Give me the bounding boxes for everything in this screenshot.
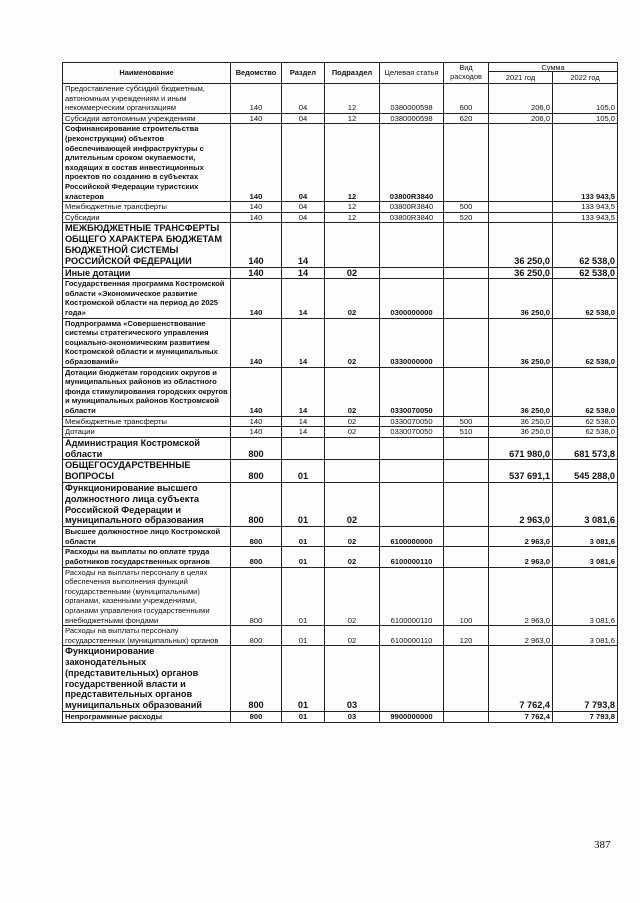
cell-name: Иные дотации <box>63 267 231 279</box>
cell-podrazdel: 02 <box>325 427 380 438</box>
cell-sum-2022: 7 793,8 <box>553 712 618 723</box>
table-row <box>63 460 618 483</box>
cell-razdel <box>282 437 325 460</box>
cell-sum-2021: 671 980,0 <box>489 437 553 460</box>
cell-vid-raskhodov <box>444 124 489 202</box>
cell-podrazdel <box>325 460 380 483</box>
cell-sum-2022: 3 081,6 <box>553 482 618 526</box>
cell-sum-2021 <box>489 202 553 213</box>
cell-sum-2021: 2 963,0 <box>489 626 553 646</box>
cell-sum-2022: 133 943,5 <box>553 212 618 223</box>
cell-podrazdel: 12 <box>325 124 380 202</box>
cell-podrazdel <box>325 223 380 267</box>
cell-vid-raskhodov <box>444 547 489 567</box>
cell-sum-2021: 36 250,0 <box>489 223 553 267</box>
cell-podrazdel: 02 <box>325 527 380 547</box>
cell-celevaya-statya: 03800R3840 <box>380 124 444 202</box>
table-row <box>63 267 618 279</box>
cell-vedomstvo: 140 <box>231 223 282 267</box>
cell-vedomstvo: 800 <box>231 527 282 547</box>
cell-vid-raskhodov <box>444 712 489 723</box>
cell-podrazdel: 12 <box>325 212 380 223</box>
cell-celevaya-statya <box>380 267 444 279</box>
cell-name: Софинансирование строительства (реконструкции) объектов обеспечивающей инфраструктуры с длительным сроком окупаемости, входящих в состав инвестиционных проектов по созданию в субъектах Российской Федерации туристских кластеров <box>63 124 231 202</box>
cell-podrazdel: 02 <box>325 279 380 318</box>
cell-razdel: 01 <box>282 646 325 712</box>
cell-name: Администрация Костромской области <box>63 437 231 460</box>
cell-podrazdel: 02 <box>325 547 380 567</box>
cell-name: Расходы на выплаты по оплате труда работников государственных органов <box>63 547 231 567</box>
cell-podrazdel: 02 <box>325 626 380 646</box>
cell-sum-2022: 62 538,0 <box>553 223 618 267</box>
cell-sum-2022: 3 081,6 <box>553 547 618 567</box>
cell-vid-raskhodov <box>444 482 489 526</box>
cell-podrazdel: 02 <box>325 482 380 526</box>
table-row <box>63 279 618 318</box>
cell-name: Предоставление субсидий бюджетным, автономным учреждениям и иным некоммерческим организациям <box>63 84 231 114</box>
cell-podrazdel: 12 <box>325 202 380 213</box>
header-vedomstvo: Ведомство <box>231 63 282 84</box>
cell-vid-raskhodov: 100 <box>444 567 489 626</box>
header-razdel: Раздел <box>282 63 325 84</box>
table-row <box>63 318 618 367</box>
cell-razdel: 01 <box>282 712 325 723</box>
cell-sum-2022: 681 573,8 <box>553 437 618 460</box>
cell-sum-2021: 7 762,4 <box>489 712 553 723</box>
table-row <box>63 223 618 267</box>
cell-celevaya-statya: 9900000000 <box>380 712 444 723</box>
cell-razdel: 01 <box>282 527 325 547</box>
cell-name: Функционирование законодательных (представительных) органов государственной власти и представительных органов муниципальных образований <box>63 646 231 712</box>
table-row <box>63 712 618 723</box>
cell-name: Подпрограмма «Совершенствование системы стратегического управления социально-экономическим развитием Костромской области и муниципальных образований» <box>63 318 231 367</box>
cell-vedomstvo: 140 <box>231 318 282 367</box>
cell-name: Расходы на выплаты персоналу государственных (муниципальных) органов <box>63 626 231 646</box>
cell-sum-2022: 7 793,8 <box>553 646 618 712</box>
cell-vedomstvo: 140 <box>231 267 282 279</box>
cell-celevaya-statya <box>380 460 444 483</box>
cell-sum-2021: 206,0 <box>489 113 553 124</box>
cell-sum-2022: 62 538,0 <box>553 318 618 367</box>
cell-celevaya-statya: 03800R3840 <box>380 202 444 213</box>
table-row <box>63 212 618 223</box>
cell-razdel: 01 <box>282 547 325 567</box>
table-row <box>63 646 618 712</box>
cell-celevaya-statya <box>380 437 444 460</box>
cell-vid-raskhodov: 600 <box>444 84 489 114</box>
cell-podrazdel: 02 <box>325 567 380 626</box>
cell-podrazdel <box>325 437 380 460</box>
cell-sum-2022: 3 081,6 <box>553 527 618 547</box>
cell-vid-raskhodov <box>444 460 489 483</box>
cell-celevaya-statya: 0330070050 <box>380 427 444 438</box>
cell-razdel: 14 <box>282 427 325 438</box>
cell-sum-2021: 36 250,0 <box>489 427 553 438</box>
cell-vedomstvo: 140 <box>231 84 282 114</box>
cell-vedomstvo: 800 <box>231 712 282 723</box>
cell-celevaya-statya: 03800R3840 <box>380 212 444 223</box>
cell-celevaya-statya: 0380000598 <box>380 84 444 114</box>
cell-celevaya-statya: 0330000000 <box>380 318 444 367</box>
cell-razdel: 04 <box>282 84 325 114</box>
table-row <box>63 124 618 202</box>
cell-sum-2022: 3 081,6 <box>553 567 618 626</box>
cell-vedomstvo: 140 <box>231 279 282 318</box>
cell-name: Функционирование высшего должностного лица субъекта Российской Федерации и муниципального образования <box>63 482 231 526</box>
header-year-2022: 2022 год <box>553 72 618 84</box>
cell-razdel: 14 <box>282 223 325 267</box>
table-row <box>63 427 618 438</box>
cell-vid-raskhodov: 620 <box>444 113 489 124</box>
cell-vedomstvo: 140 <box>231 212 282 223</box>
cell-sum-2021: 36 250,0 <box>489 318 553 367</box>
cell-vedomstvo: 800 <box>231 567 282 626</box>
cell-vedomstvo: 800 <box>231 547 282 567</box>
cell-celevaya-statya: 6100000110 <box>380 547 444 567</box>
table-row <box>63 416 618 427</box>
cell-name: Межбюджетные трансферты <box>63 202 231 213</box>
cell-sum-2021: 36 250,0 <box>489 367 553 416</box>
cell-sum-2021: 206,0 <box>489 84 553 114</box>
cell-vid-raskhodov: 120 <box>444 626 489 646</box>
cell-razdel: 01 <box>282 482 325 526</box>
cell-podrazdel: 02 <box>325 318 380 367</box>
cell-celevaya-statya <box>380 646 444 712</box>
cell-podrazdel: 03 <box>325 646 380 712</box>
table-row <box>63 113 618 124</box>
cell-razdel: 04 <box>282 113 325 124</box>
cell-razdel: 04 <box>282 202 325 213</box>
cell-sum-2021: 2 963,0 <box>489 567 553 626</box>
cell-sum-2021: 36 250,0 <box>489 279 553 318</box>
header-podrazdel: Подраздел <box>325 63 380 84</box>
cell-razdel: 14 <box>282 416 325 427</box>
page-number: 387 <box>594 839 611 851</box>
cell-sum-2022: 133 943,5 <box>553 202 618 213</box>
cell-podrazdel: 02 <box>325 267 380 279</box>
table-row <box>63 626 618 646</box>
cell-vedomstvo: 800 <box>231 437 282 460</box>
table-row <box>63 367 618 416</box>
cell-vedomstvo: 800 <box>231 646 282 712</box>
cell-podrazdel: 02 <box>325 367 380 416</box>
table-row <box>63 202 618 213</box>
table-row <box>63 482 618 526</box>
cell-vid-raskhodov <box>444 223 489 267</box>
cell-name: Межбюджетные трансферты <box>63 416 231 427</box>
cell-sum-2021: 36 250,0 <box>489 416 553 427</box>
cell-sum-2021: 36 250,0 <box>489 267 553 279</box>
cell-razdel: 14 <box>282 279 325 318</box>
cell-razdel: 14 <box>282 318 325 367</box>
cell-vid-raskhodov <box>444 367 489 416</box>
cell-sum-2022: 545 288,0 <box>553 460 618 483</box>
cell-celevaya-statya <box>380 482 444 526</box>
cell-vedomstvo: 140 <box>231 416 282 427</box>
cell-razdel: 04 <box>282 212 325 223</box>
cell-name: Дотации <box>63 427 231 438</box>
cell-sum-2022: 105,0 <box>553 84 618 114</box>
header-vid-raskhodov: Вид расходов <box>444 63 489 84</box>
cell-celevaya-statya: 6100000110 <box>380 626 444 646</box>
cell-vid-raskhodov: 520 <box>444 212 489 223</box>
cell-name: Субсидии <box>63 212 231 223</box>
cell-vedomstvo: 140 <box>231 367 282 416</box>
cell-sum-2022: 62 538,0 <box>553 416 618 427</box>
table-header-row <box>63 63 618 72</box>
cell-vid-raskhodov <box>444 279 489 318</box>
cell-razdel: 14 <box>282 367 325 416</box>
cell-celevaya-statya: 0380000598 <box>380 113 444 124</box>
cell-vedomstvo: 140 <box>231 427 282 438</box>
cell-name: Субсидии автономным учреждениям <box>63 113 231 124</box>
cell-vid-raskhodov: 500 <box>444 416 489 427</box>
cell-podrazdel: 02 <box>325 416 380 427</box>
cell-podrazdel: 03 <box>325 712 380 723</box>
cell-sum-2021: 2 963,0 <box>489 527 553 547</box>
budget-table <box>62 62 618 723</box>
cell-name: Высшее должностное лицо Костромской области <box>63 527 231 547</box>
cell-sum-2022: 133 943,5 <box>553 124 618 202</box>
cell-razdel: 01 <box>282 626 325 646</box>
cell-sum-2022: 62 538,0 <box>553 427 618 438</box>
cell-podrazdel: 12 <box>325 113 380 124</box>
table-body <box>63 84 618 723</box>
cell-name: МЕЖБЮДЖЕТНЫЕ ТРАНСФЕРТЫ ОБЩЕГО ХАРАКТЕРА БЮДЖЕТАМ БЮДЖЕТНОЙ СИСТЕМЫ РОССИЙСКОЙ ФЕДЕРАЦИИ <box>63 223 231 267</box>
cell-sum-2021: 2 963,0 <box>489 482 553 526</box>
cell-name: Дотации бюджетам городских округов и муниципальных районов из областного фонда стимулирования городских округов и муниципальных районов Костромской области <box>63 367 231 416</box>
cell-vedomstvo: 140 <box>231 124 282 202</box>
cell-sum-2021: 7 762,4 <box>489 646 553 712</box>
cell-vedomstvo: 140 <box>231 113 282 124</box>
cell-vedomstvo: 800 <box>231 626 282 646</box>
cell-vid-raskhodov: 510 <box>444 427 489 438</box>
cell-vid-raskhodov <box>444 267 489 279</box>
table-row <box>63 527 618 547</box>
cell-vid-raskhodov: 500 <box>444 202 489 213</box>
cell-razdel: 04 <box>282 124 325 202</box>
cell-celevaya-statya: 0330070050 <box>380 416 444 427</box>
cell-celevaya-statya: 6100000000 <box>380 527 444 547</box>
cell-sum-2022: 62 538,0 <box>553 367 618 416</box>
cell-sum-2021: 2 963,0 <box>489 547 553 567</box>
cell-sum-2021 <box>489 124 553 202</box>
cell-sum-2022: 62 538,0 <box>553 267 618 279</box>
cell-celevaya-statya: 0330070050 <box>380 367 444 416</box>
cell-sum-2022: 62 538,0 <box>553 279 618 318</box>
cell-vedomstvo: 140 <box>231 202 282 213</box>
header-celevaya-statya: Целевая статья <box>380 63 444 84</box>
cell-vid-raskhodov <box>444 646 489 712</box>
cell-celevaya-statya: 0300000000 <box>380 279 444 318</box>
cell-razdel: 01 <box>282 567 325 626</box>
table-row <box>63 84 618 114</box>
cell-vid-raskhodov <box>444 318 489 367</box>
cell-name: Государственная программа Костромской области «Экономическое развитие Костромской области на период до 2025 года» <box>63 279 231 318</box>
header-summa: Сумма <box>489 63 618 72</box>
cell-name: ОБЩЕГОСУДАРСТВЕННЫЕ ВОПРОСЫ <box>63 460 231 483</box>
cell-celevaya-statya: 6100000110 <box>380 567 444 626</box>
cell-celevaya-statya <box>380 223 444 267</box>
cell-sum-2022: 3 081,6 <box>553 626 618 646</box>
cell-vid-raskhodov <box>444 437 489 460</box>
table-row <box>63 567 618 626</box>
cell-name: Расходы на выплаты персоналу в целях обеспечения выполнения функций государственными (муниципальными) органами, казенными учреждениями, органами управления государственными внебюджетными фондами <box>63 567 231 626</box>
cell-razdel: 01 <box>282 460 325 483</box>
cell-sum-2021 <box>489 212 553 223</box>
cell-vid-raskhodov <box>444 527 489 547</box>
cell-razdel: 14 <box>282 267 325 279</box>
cell-sum-2022: 105,0 <box>553 113 618 124</box>
cell-podrazdel: 12 <box>325 84 380 114</box>
cell-vedomstvo: 800 <box>231 460 282 483</box>
header-year-2021: 2021 год <box>489 72 553 84</box>
cell-name: Непрограммные расходы <box>63 712 231 723</box>
table-row <box>63 547 618 567</box>
cell-vedomstvo: 800 <box>231 482 282 526</box>
cell-sum-2021: 537 691,1 <box>489 460 553 483</box>
table-row <box>63 437 618 460</box>
header-name: Наименование <box>63 63 231 84</box>
